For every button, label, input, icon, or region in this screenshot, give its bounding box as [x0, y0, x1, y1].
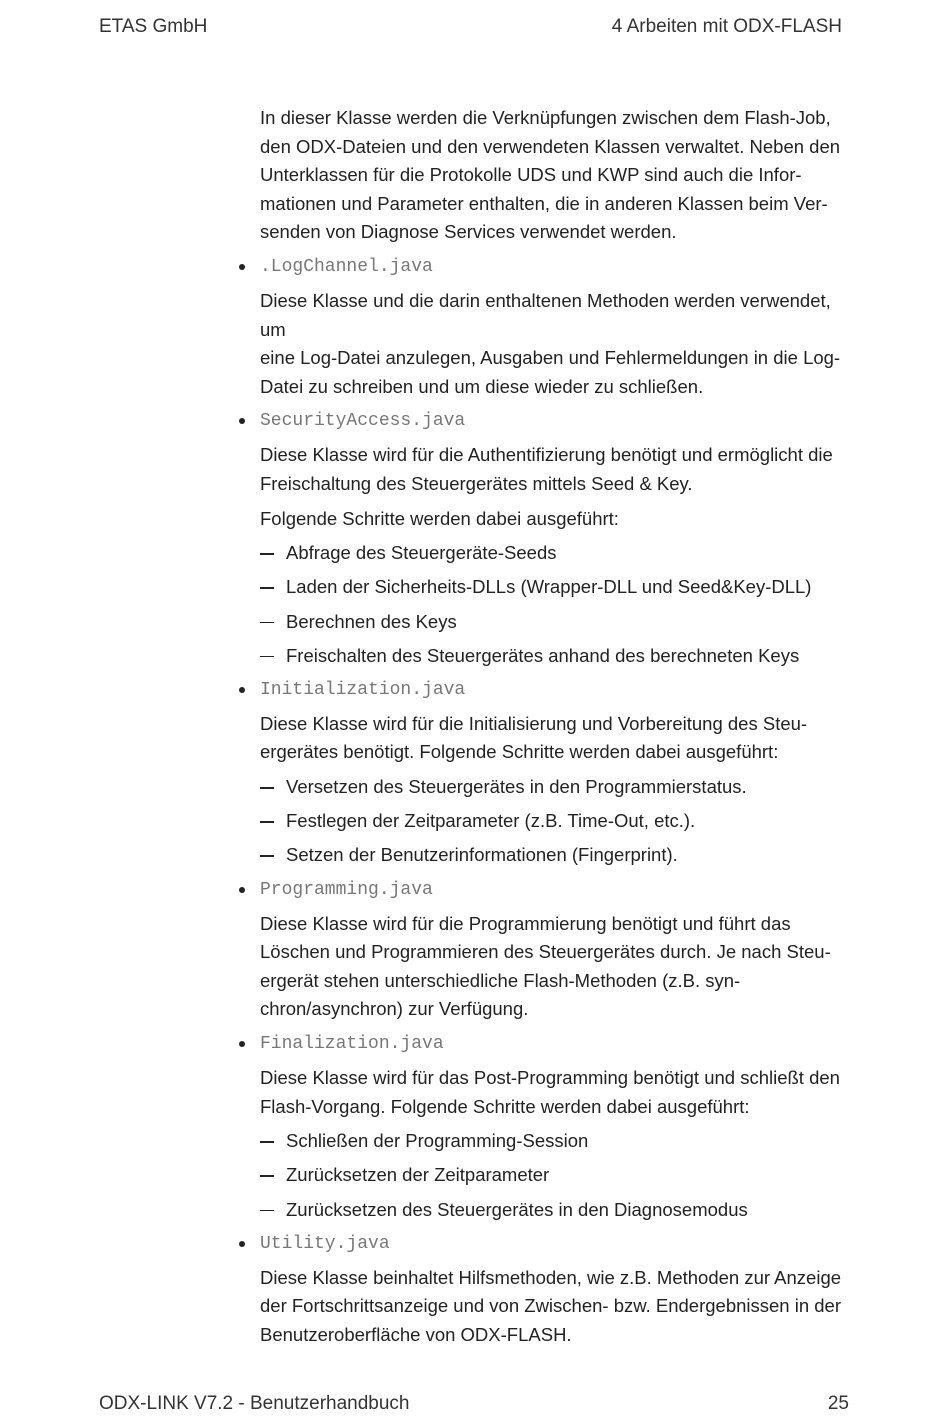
file-name: Utility.java — [260, 1233, 390, 1254]
securityaccess-description — [260, 441, 852, 498]
utility-description — [260, 1264, 852, 1350]
text-line: ergerätes benötigt. Folgende Schritte werden dabei ausgeführt: — [260, 741, 779, 763]
page-number: 25 — [827, 1393, 849, 1414]
logchannel-description — [260, 287, 852, 401]
step-text: Zurücksetzen des Steuergerätes in den Diagnosemodus — [286, 1198, 748, 1220]
bullet-logchannel — [260, 253, 852, 281]
text-line: senden von Diagnose Services verwendet werden. — [260, 221, 677, 243]
dash-icon — [260, 1175, 274, 1177]
dash-icon — [260, 1141, 274, 1143]
step-item — [260, 642, 852, 671]
step-text: Abfrage des Steuergeräte-Seeds — [286, 542, 557, 564]
step-item — [260, 773, 852, 802]
step-item — [260, 807, 852, 836]
file-name: .LogChannel.java — [260, 256, 433, 277]
text-line: Diese Klasse wird für das Post-Programming benötigt und schließt den — [260, 1067, 840, 1088]
text-line: Benutzeroberfläche von ODX-FLASH. — [260, 1323, 572, 1345]
text-line: Unterklassen für die Protokolle UDS und KWP sind auch die Infor- — [260, 164, 802, 186]
step-item — [260, 573, 852, 602]
dash-icon — [260, 656, 274, 658]
step-item — [260, 1161, 852, 1190]
step-item — [260, 539, 852, 568]
bullet-dot-icon — [239, 1041, 245, 1047]
text-line: Freischaltung des Steuergerätes mittels Seed & Key. — [260, 472, 693, 494]
step-text: Freischalten des Steuergerätes anhand des berechneten Keys — [286, 644, 800, 666]
file-name: Programming.java — [260, 879, 433, 900]
text-line: Diese Klasse wird für die Programmierung benötigt und führt das — [260, 912, 791, 934]
bullet-initialization — [260, 676, 852, 704]
text-line: Diese Klasse beinhaltet Hilfsmethoden, wie z.B. Methoden zur Anzeige — [260, 1266, 842, 1288]
bullet-dot-icon — [239, 1241, 245, 1247]
header-company: ETAS GmbH — [99, 16, 208, 37]
text-line: chron/asynchron) zur Verfügung. — [260, 998, 529, 1020]
step-text: Festlegen der Zeitparameter (z.B. Time-Out, etc.). — [286, 810, 696, 832]
footer-document-title: ODX-LINK V7.2 - Benutzerhandbuch — [99, 1393, 410, 1414]
programming-description — [260, 910, 852, 1024]
text-line: der Fortschrittsanzeige und von Zwischen- bzw. Endergebnissen in der — [260, 1295, 841, 1317]
file-name: Finalization.java — [260, 1034, 444, 1054]
text-line: eine Log-Datei anzulegen, Ausgaben und Fehlermeldungen in die Log- — [260, 347, 841, 369]
bullet-dot-icon — [239, 418, 245, 424]
text-line: Folgende Schritte werden dabei ausgeführt: — [260, 507, 619, 529]
step-text: Versetzen des Steuergerätes in den Programmierstatus. — [286, 776, 747, 798]
bullet-utility — [260, 1230, 852, 1258]
dash-icon — [260, 553, 274, 555]
text-line: Datei zu schreiben und um diese wieder zu schließen. — [260, 375, 704, 397]
dash-icon — [260, 587, 274, 589]
text-line: mationen und Parameter enthalten, die in anderen Klassen beim Ver- — [260, 192, 828, 214]
text-line: Diese Klasse wird für die Authentifizierung benötigt und ermöglicht die — [260, 444, 833, 466]
step-text: Laden der Sicherheits-DLLs (Wrapper-DLL und Seed&Key-DLL) — [286, 576, 812, 598]
finalization-description — [260, 1064, 852, 1121]
step-item — [260, 1196, 852, 1225]
text-line: ergerät stehen unterschiedliche Flash-Methoden (z.B. syn- — [260, 969, 741, 991]
text-line: den ODX-Dateien und den verwendeten Klassen verwaltet. Neben den — [260, 135, 841, 157]
text-line: Diese Klasse und die darin enthaltenen Methoden werden verwendet, um — [260, 289, 831, 340]
dash-icon — [260, 622, 274, 624]
step-text: Setzen der Benutzerinformationen (Fingerprint). — [286, 844, 678, 866]
step-text: Schließen der Programming-Session — [286, 1130, 589, 1152]
header-chapter: 4 Arbeiten mit ODX-FLASH — [611, 16, 842, 37]
text-line: In dieser Klasse werden die Verknüpfungen zwischen dem Flash-Job, — [260, 107, 831, 128]
bullet-finalization — [260, 1030, 852, 1058]
dash-icon — [260, 1210, 274, 1212]
text-line: Flash-Vorgang. Folgende Schritte werden dabei ausgeführt: — [260, 1095, 750, 1117]
file-name: Initialization.java — [260, 679, 466, 700]
bullet-dot-icon — [239, 264, 245, 270]
dash-icon — [260, 821, 274, 823]
text-line: Diese Klasse wird für die Initialisierung und Vorbereitung des Steu- — [260, 712, 808, 734]
dash-icon — [260, 855, 274, 857]
step-item — [260, 1127, 852, 1156]
file-name: SecurityAccess.java — [260, 411, 466, 432]
bullet-securityaccess — [260, 407, 852, 435]
intro-paragraph — [260, 104, 852, 247]
page-content — [260, 104, 852, 1356]
step-text: Berechnen des Keys — [286, 610, 457, 632]
bullet-dot-icon — [239, 887, 245, 893]
initialization-description — [260, 710, 852, 767]
step-item — [260, 608, 852, 637]
bullet-dot-icon — [239, 687, 245, 693]
text-line: Löschen und Programmieren des Steuergerätes durch. Je nach Steu- — [260, 941, 831, 963]
bullet-programming — [260, 876, 852, 904]
securityaccess-steps-intro — [260, 505, 852, 534]
dash-icon — [260, 787, 274, 789]
step-item — [260, 841, 852, 870]
step-text: Zurücksetzen der Zeitparameter — [286, 1164, 550, 1186]
